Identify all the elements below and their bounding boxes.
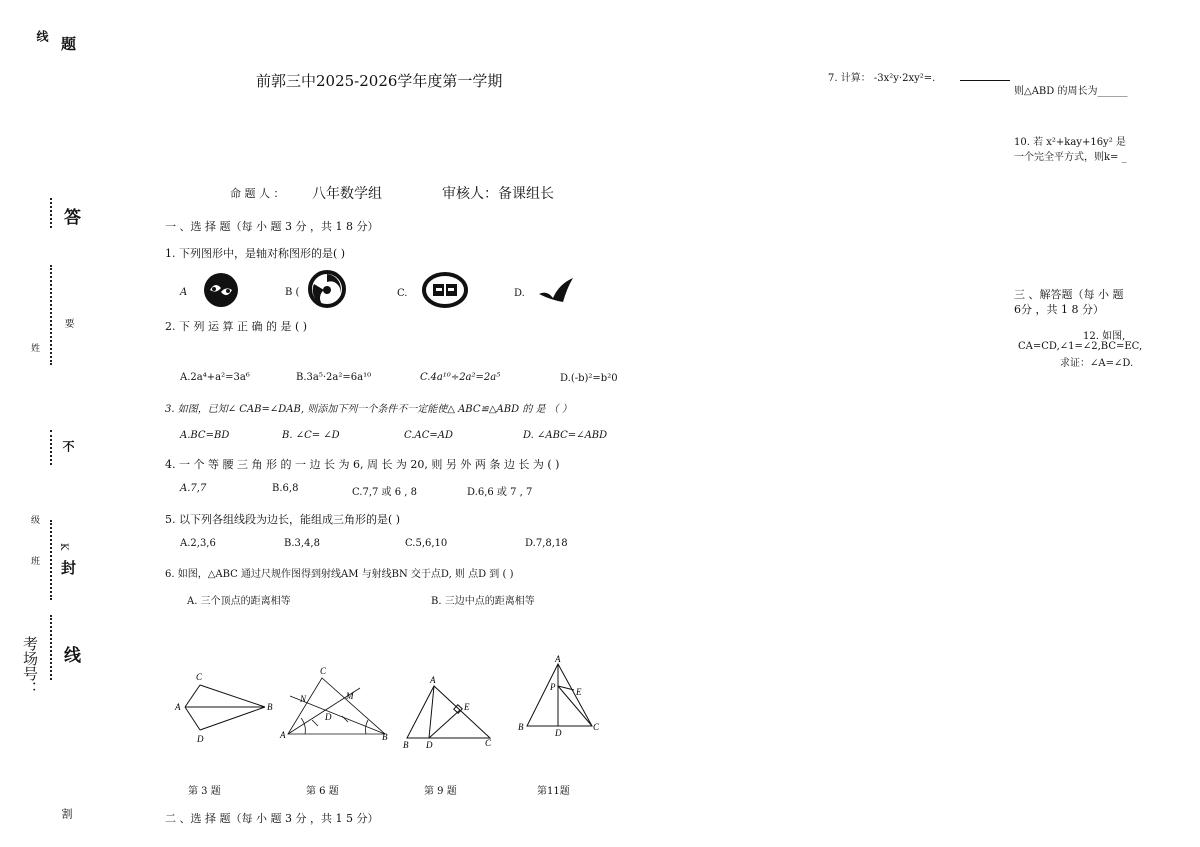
q3-stem: 3. 如图，已知∠ CAB=∠DAB, 则添加下列一个条件不一定能使△ ABC≌△ABD 的 是 （ ） (165, 404, 572, 415)
q1-option-c: C. (397, 288, 408, 299)
figure-3 (185, 685, 265, 730)
q5-option-d: D.7,8,18 (525, 538, 568, 549)
q1-option-b: B ( (285, 287, 300, 298)
q3-option-c: C.AC=AD (404, 430, 453, 441)
section1-title: 一 、选 择 题（每 小 题 3 分 ，共 1 8 分） (165, 220, 379, 233)
q2-option-a: A.2a⁴+a²=3a⁶ (180, 372, 250, 383)
fig6-label-n: N (300, 694, 307, 704)
q1-option-d: D. (514, 288, 525, 299)
q1-logo-c-icon (422, 272, 468, 312)
q1-stem: 1. 下列图形中，是轴对称图形的是( ) (165, 247, 346, 260)
fig6-label-b: B (382, 732, 388, 742)
q12-line3: 求证：∠A=∠D. (1060, 358, 1134, 369)
q2-stem: 2. 下 列 运 算 正 确 的 是 ( ) (165, 320, 308, 333)
margin-line-text: 线 (35, 30, 49, 42)
fig9-label-d: D (426, 740, 433, 750)
q2-option-d: D.(-b)²=b²0 (560, 373, 618, 384)
q4-stem: 4. 一 个 等 腰 三 角 形 的 一 边 长 为 6, 周 长 为 20, 则 另 外 两 条 边 长 为 ( ) (165, 458, 560, 471)
exam-title: 前郭三中2025-2026学年度第一学期 (256, 72, 503, 90)
section3-title-line2: 6分 ，共 1 8 分） (1014, 303, 1104, 316)
fig6-label-m: M (346, 691, 354, 701)
margin-dotted-line (50, 198, 52, 228)
margin-dotted-line (50, 520, 52, 600)
margin-yao-text: 要 (62, 318, 73, 328)
fig11-label-c: C (593, 722, 600, 732)
margin-xian-text: 线 (60, 646, 80, 663)
margin-ti-text: 题 (59, 36, 77, 51)
q5-option-b: B.3,4,8 (284, 538, 320, 549)
margin-dotted-line (50, 265, 52, 365)
caption-fig9: 第 9 题 (424, 786, 457, 797)
q2-option-c: C.4a¹⁰÷2a²=2a⁵ (420, 372, 501, 383)
q4-option-d: D.6,6 或 7 , 7 (467, 487, 533, 498)
fig3-label-a: A (175, 702, 181, 712)
fig11-label-e: E (576, 687, 582, 697)
q12-line1: 12. 如图, (1083, 331, 1126, 342)
fig9-label-e: E (464, 702, 470, 712)
margin-name-text: 姓 (29, 343, 39, 352)
q6-option-b: B. 三边中点的距离相等 (431, 596, 535, 607)
margin-bu-text: 不 (61, 440, 75, 452)
reviewer: 审核人：备课组长 (442, 186, 554, 202)
fig9-label-a: A (430, 675, 436, 685)
q4-option-c: C.7,7 或 6 , 8 (352, 487, 417, 498)
fig6-label-a: A (280, 730, 286, 740)
fig11-label-a: A (555, 654, 561, 664)
margin-dotted-line (50, 615, 52, 680)
q10-line2: 一个完全平方式，则k= _ (1014, 152, 1127, 163)
fig3-label-c: C (196, 672, 203, 682)
q3-option-b: B. ∠C= ∠D (282, 430, 340, 441)
q1-logo-d-icon (537, 276, 575, 310)
section3-title-line1: 三 、解答题（每 小 题 (1014, 288, 1124, 301)
q2-option-b: B.3a⁵·2a²=6a¹⁰ (296, 372, 372, 383)
figure-11 (527, 664, 592, 726)
author-name: 八年数学组 (312, 186, 382, 202)
section2-title: 二 、选 择 题（每 小 题 3 分 ，共 1 5 分） (165, 812, 379, 825)
q3-option-a: A.BC=BD (180, 430, 230, 441)
q5-option-a: A.2,3,6 (180, 538, 216, 549)
margin-ge-text: 割 (60, 808, 73, 819)
margin-feng-text: 封 (59, 560, 77, 575)
fig11-label-p: P (550, 682, 556, 692)
margin-da-text: 答 (60, 208, 80, 225)
fig3-label-d: D (197, 734, 204, 744)
q6-stem: 6. 如图，△ABC 通过尺规作图得到射线AM 与射线BN 交于点D, 则 点D 到 ( ) (165, 569, 514, 580)
q12-line2: CA=CD,∠1=∠2,BC=EC, (1018, 341, 1143, 352)
margin-ji-text: 级 (29, 515, 39, 524)
fig11-label-b: B (518, 722, 524, 732)
q3-option-d: D. ∠ABC=∠ABD (523, 430, 608, 441)
author-label: 命 题 人 ： (230, 187, 285, 200)
q10-line1: 10. 若 x²+kay+16y² 是 (1014, 137, 1126, 148)
q5-option-c: C.5,6,10 (405, 538, 448, 549)
q1-logo-a-icon (203, 272, 239, 312)
fig3-label-b: B (267, 702, 273, 712)
figure-6 (288, 678, 385, 734)
q1-option-a: A (180, 287, 188, 298)
q4-option-b: B.6,8 (272, 483, 299, 494)
margin-dotted-line (50, 430, 52, 465)
fig9-label-c: C (485, 738, 492, 748)
fig6-label-c: C (320, 666, 327, 676)
q9-tail-text: 则△ABD 的周长为______ (1014, 86, 1128, 97)
fig11-label-d: D (555, 728, 562, 738)
q5-stem: 5. 以下列各组线段为边长，能组成三角形的是( ) (165, 513, 401, 526)
q6-option-a: A. 三个顶点的距离相等 (187, 596, 291, 607)
caption-fig3: 第 3 题 (188, 786, 221, 797)
margin-k-text: K (58, 543, 69, 551)
q7-text: 7. 计算： -3x²y·2xy²=. (828, 73, 936, 84)
geometry-figures (170, 650, 610, 760)
margin-exam-room-label: 考场号： (21, 636, 39, 696)
fig9-label-b: B (403, 740, 409, 750)
margin-ban-text: 班 (29, 556, 39, 565)
caption-fig11: 第11题 (537, 786, 570, 797)
figure-9 (407, 686, 490, 738)
q4-option-a: A.7,7 (180, 483, 207, 494)
caption-fig6: 第 6 题 (306, 786, 339, 797)
q1-logo-b-icon (308, 270, 346, 312)
q7-answer-blank[interactable] (960, 80, 1010, 81)
fig6-label-d: D (325, 712, 332, 722)
